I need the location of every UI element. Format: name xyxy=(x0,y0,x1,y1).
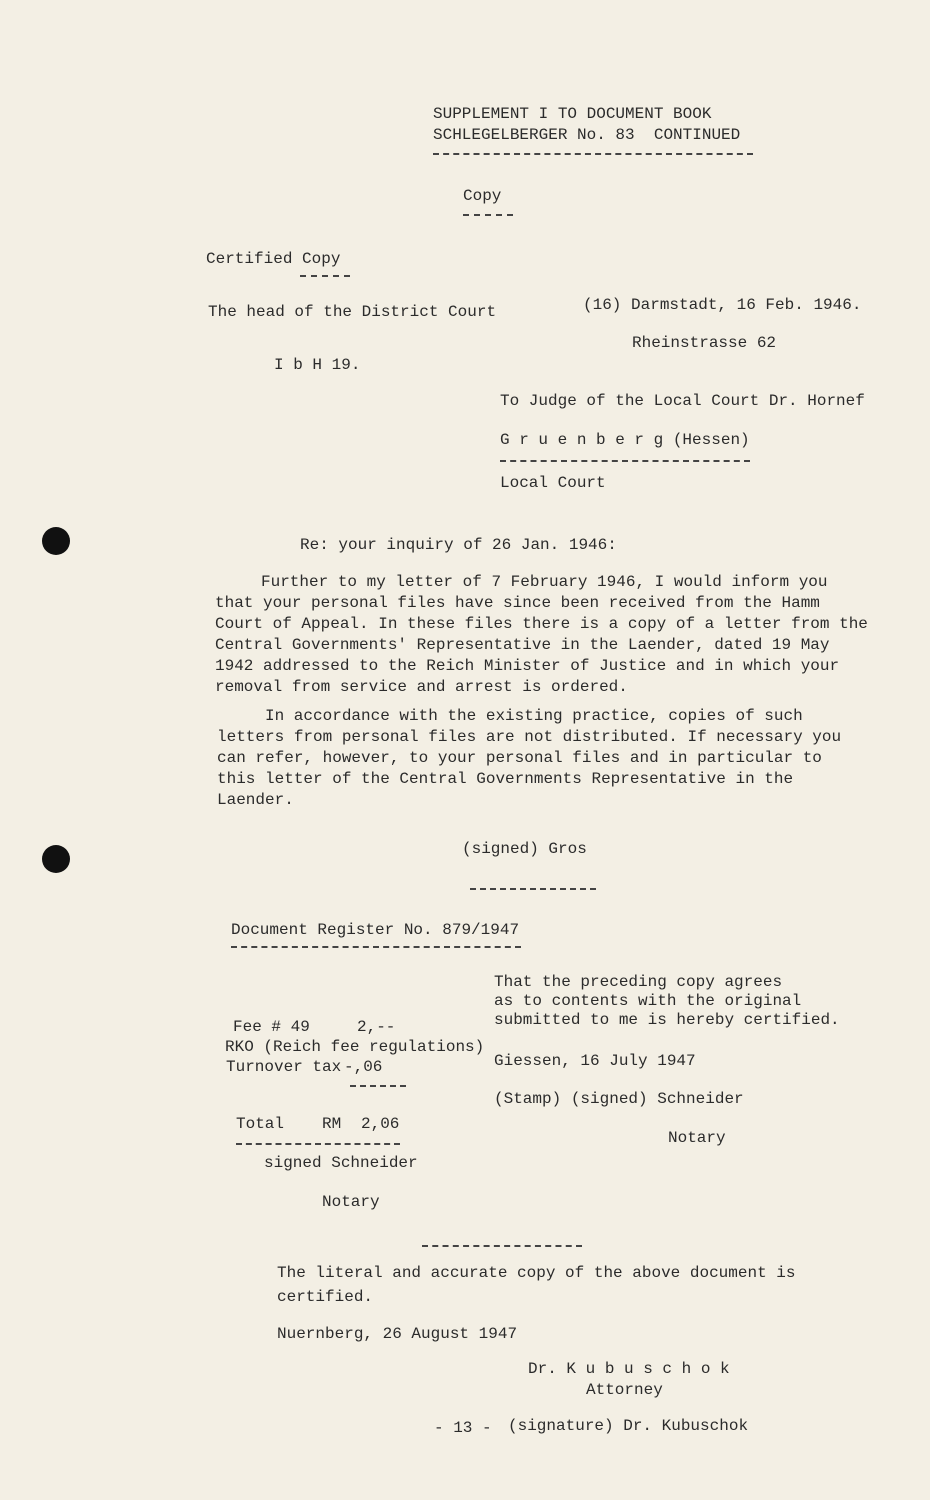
header-line-1: SUPPLEMENT I TO DOCUMENT BOOK xyxy=(433,105,712,123)
punch-hole-bottom xyxy=(42,845,70,873)
copy-rule xyxy=(463,214,513,216)
certification-line-1: That the preceding copy agrees xyxy=(494,973,783,991)
certification-line-3: submitted to me is hereby certified. xyxy=(494,1011,840,1029)
fee-value: 2,-- xyxy=(357,1018,396,1036)
fees-notary-title: Notary xyxy=(322,1193,380,1211)
certified-copy-rule xyxy=(300,275,350,277)
certification-signed: (Stamp) (signed) Schneider xyxy=(494,1090,744,1108)
total-rule xyxy=(236,1143,400,1145)
recipient-line-3: Local Court xyxy=(500,474,606,492)
fee-label: Fee # 49 xyxy=(233,1018,310,1036)
final-place-date: Nuernberg, 26 August 1947 xyxy=(277,1325,518,1343)
fees-subtotal-rule xyxy=(350,1085,406,1087)
punch-hole-top xyxy=(42,527,70,555)
document-register-rule xyxy=(231,946,521,948)
sender-reference: I b H 19. xyxy=(274,356,361,374)
signed-gros: (signed) Gros xyxy=(462,840,587,858)
recipient-line-2: G r u e n b e r g (Hessen) xyxy=(500,431,750,449)
turnover-tax-label: Turnover tax xyxy=(226,1058,342,1076)
total-label: Total xyxy=(236,1115,285,1133)
subject-line: Re: your inquiry of 26 Jan. 1946: xyxy=(300,536,617,554)
certification-place-date: Giessen, 16 July 1947 xyxy=(494,1052,696,1070)
body-paragraph-2: In accordance with the existing practice, copies of such letters from personal files are not distributed. If necessary you can refer, however, to your personal files and in particular to this letter of the Central Governments Representative in the Laender. xyxy=(217,707,842,809)
certified-copy-label: Certified Copy xyxy=(206,250,341,268)
turnover-tax-value: -,06 xyxy=(344,1058,383,1076)
certification-line-2: as to contents with the original xyxy=(494,992,802,1010)
place-date: (16) Darmstadt, 16 Feb. 1946. xyxy=(583,296,862,314)
sender-title: The head of the District Court xyxy=(208,303,497,321)
separator-rule-1 xyxy=(470,888,596,890)
total-value: 2,06 xyxy=(361,1115,400,1133)
separator-rule-2 xyxy=(422,1245,582,1247)
document-register: Document Register No. 879/1947 xyxy=(231,921,520,939)
total-currency: RM xyxy=(322,1115,342,1133)
header-line-2: SCHLEGELBERGER No. 83 CONTINUED xyxy=(433,126,741,144)
certification-title: Notary xyxy=(668,1129,726,1147)
final-certify-line-1: The literal and accurate copy of the above document is xyxy=(277,1264,796,1282)
attorney-name: Dr. K u b u s c h o k xyxy=(528,1360,730,1378)
recipient-line-1: To Judge of the Local Court Dr. Hornef xyxy=(500,392,865,410)
attorney-role: Attorney xyxy=(586,1381,663,1399)
body-paragraph-1: Further to my letter of 7 February 1946, I would inform you that your personal files have since been received from the Hamm Court of Appeal. In these files there is a copy of a letter from the Central Governments' Representative in the Laender, dated 19 May 1942 addressed to the Reich Minister of Justice and in which your removal from service and arrest is ordered. xyxy=(215,573,868,696)
copy-label: Copy xyxy=(463,187,502,205)
fees-signed: signed Schneider xyxy=(264,1154,418,1172)
page-number: - 13 - xyxy=(434,1419,492,1437)
fee-regulation: RKO (Reich fee regulations) xyxy=(225,1038,485,1056)
recipient-rule xyxy=(500,460,750,462)
header-rule xyxy=(433,153,753,155)
final-certify-line-2: certified. xyxy=(277,1288,374,1306)
street-address: Rheinstrasse 62 xyxy=(632,334,777,352)
final-signature: (signature) Dr. Kubuschok xyxy=(508,1417,749,1435)
